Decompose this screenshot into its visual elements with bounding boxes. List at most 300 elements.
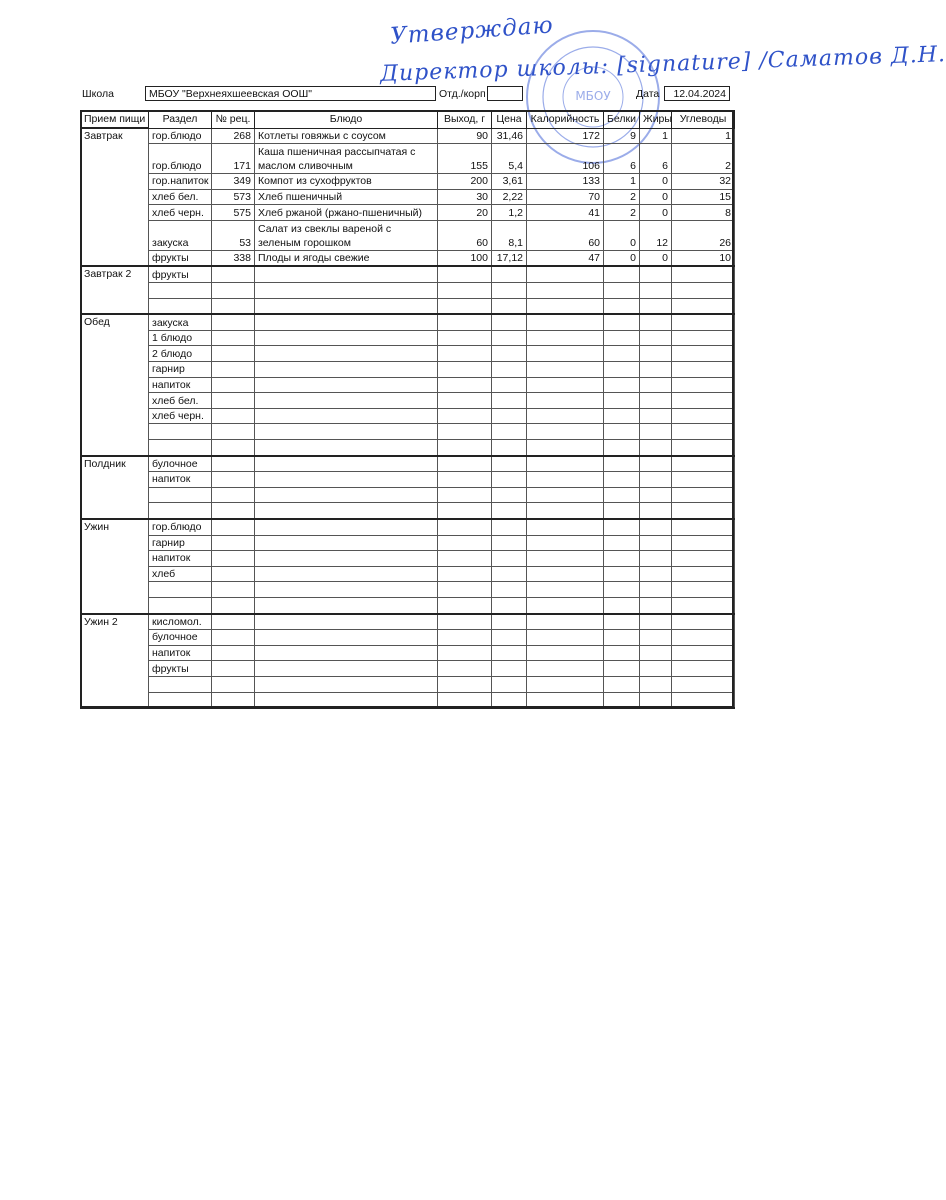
fat [640, 314, 672, 330]
table-row [81, 566, 735, 582]
calories [527, 487, 604, 503]
section-name: закуска [149, 314, 212, 330]
price [492, 266, 527, 282]
dept-field [487, 86, 523, 101]
protein [604, 519, 640, 535]
price: 3,61 [492, 174, 527, 190]
col-meal: Прием пищи [81, 111, 149, 129]
fat [640, 535, 672, 551]
protein [604, 266, 640, 282]
recipe-number [212, 551, 255, 567]
section-name: хлеб бел. [149, 393, 212, 409]
recipe-number [212, 330, 255, 346]
yield-grams: 155 [438, 144, 492, 174]
date-field: 12.04.2024 [664, 86, 730, 101]
yield-grams [438, 393, 492, 409]
recipe-number [212, 283, 255, 299]
col-dish: Блюдо [255, 111, 438, 129]
calories [527, 645, 604, 661]
protein [604, 692, 640, 708]
fat [640, 614, 672, 630]
table-row [81, 346, 735, 362]
section-name [149, 582, 212, 598]
dish-name [255, 519, 438, 535]
section-name [149, 692, 212, 708]
calories: 133 [527, 174, 604, 190]
fat [640, 582, 672, 598]
carbs [672, 298, 735, 314]
protein [604, 314, 640, 330]
price [492, 535, 527, 551]
meal-name: Завтрак 2 [81, 266, 149, 314]
calories: 41 [527, 205, 604, 221]
protein: 2 [604, 189, 640, 205]
price [492, 519, 527, 535]
carbs [672, 408, 735, 424]
section-name [149, 503, 212, 519]
fat [640, 424, 672, 440]
section-name: хлеб бел. [149, 189, 212, 205]
table-row [81, 220, 735, 250]
protein: 2 [604, 205, 640, 221]
fat: 0 [640, 205, 672, 221]
yield-grams [438, 582, 492, 598]
protein [604, 346, 640, 362]
fat [640, 346, 672, 362]
section-name [149, 597, 212, 613]
meal-name: Ужин 2 [81, 614, 149, 709]
section-name: гарнир [149, 362, 212, 378]
section-name [149, 440, 212, 456]
calories [527, 330, 604, 346]
section-name: кисломол. [149, 614, 212, 630]
recipe-number [212, 661, 255, 677]
section-name [149, 298, 212, 314]
yield-grams [438, 298, 492, 314]
dish-name [255, 503, 438, 519]
fat: 1 [640, 128, 672, 144]
recipe-number: 573 [212, 189, 255, 205]
section-name: напиток [149, 645, 212, 661]
price [492, 630, 527, 646]
fat [640, 362, 672, 378]
recipe-number [212, 440, 255, 456]
protein [604, 472, 640, 488]
protein [604, 408, 640, 424]
calories [527, 535, 604, 551]
protein [604, 298, 640, 314]
col-recipe: № рец. [212, 111, 255, 129]
calories [527, 377, 604, 393]
yield-grams [438, 566, 492, 582]
calories: 106 [527, 144, 604, 174]
price [492, 456, 527, 472]
carbs [672, 346, 735, 362]
recipe-number [212, 582, 255, 598]
dish-name [255, 597, 438, 613]
dish-name [255, 630, 438, 646]
dish-name [255, 283, 438, 299]
calories [527, 661, 604, 677]
dish-name [255, 298, 438, 314]
yield-grams [438, 676, 492, 692]
price [492, 362, 527, 378]
yield-grams [438, 330, 492, 346]
protein [604, 424, 640, 440]
calories [527, 424, 604, 440]
section-name: 1 блюдо [149, 330, 212, 346]
fat: 0 [640, 189, 672, 205]
recipe-number [212, 377, 255, 393]
col-price: Цена [492, 111, 527, 129]
price [492, 440, 527, 456]
dish-name: Котлеты говяжьи с соусом [255, 128, 438, 144]
fat [640, 630, 672, 646]
price: 8,1 [492, 220, 527, 250]
carbs: 10 [672, 250, 735, 266]
price [492, 298, 527, 314]
dept-label: Отд./корп [439, 88, 486, 100]
dish-name [255, 614, 438, 630]
section-name: фрукты [149, 266, 212, 282]
section-name: 2 блюдо [149, 346, 212, 362]
price [492, 661, 527, 677]
table-row [81, 661, 735, 677]
calories [527, 472, 604, 488]
price [492, 676, 527, 692]
protein [604, 503, 640, 519]
carbs [672, 535, 735, 551]
recipe-number [212, 597, 255, 613]
protein [604, 456, 640, 472]
carbs [672, 472, 735, 488]
calories [527, 362, 604, 378]
table-row [81, 377, 735, 393]
meal-name: Ужин [81, 519, 149, 614]
dish-name [255, 456, 438, 472]
meal-name: Завтрак [81, 128, 149, 266]
recipe-number [212, 614, 255, 630]
col-fat: Жиры [640, 111, 672, 129]
table-row [81, 298, 735, 314]
table-row [81, 630, 735, 646]
col-protein: Белки [604, 111, 640, 129]
section-name: гор.блюдо [149, 128, 212, 144]
calories [527, 503, 604, 519]
calories [527, 519, 604, 535]
price [492, 314, 527, 330]
price [492, 283, 527, 299]
recipe-number: 171 [212, 144, 255, 174]
yield-grams [438, 424, 492, 440]
carbs [672, 456, 735, 472]
dish-name [255, 487, 438, 503]
calories: 70 [527, 189, 604, 205]
calories [527, 440, 604, 456]
protein: 9 [604, 128, 640, 144]
fat [640, 266, 672, 282]
price: 2,22 [492, 189, 527, 205]
price [492, 377, 527, 393]
fat: 12 [640, 220, 672, 250]
calories [527, 346, 604, 362]
fat [640, 472, 672, 488]
yield-grams [438, 614, 492, 630]
recipe-number [212, 298, 255, 314]
price: 17,12 [492, 250, 527, 266]
table-row [81, 314, 735, 330]
section-name: напиток [149, 472, 212, 488]
carbs [672, 283, 735, 299]
table-row [81, 487, 735, 503]
col-yield: Выход, г [438, 111, 492, 129]
carbs [672, 519, 735, 535]
table-row [81, 676, 735, 692]
calories [527, 314, 604, 330]
fat [640, 393, 672, 409]
recipe-number: 268 [212, 128, 255, 144]
recipe-number [212, 630, 255, 646]
yield-grams: 90 [438, 128, 492, 144]
protein [604, 582, 640, 598]
section-name: гор.блюдо [149, 144, 212, 174]
price [492, 487, 527, 503]
yield-grams: 200 [438, 174, 492, 190]
yield-grams [438, 551, 492, 567]
yield-grams: 60 [438, 220, 492, 250]
dish-name [255, 645, 438, 661]
carbs [672, 362, 735, 378]
table-row [81, 250, 735, 266]
protein: 1 [604, 174, 640, 190]
recipe-number [212, 503, 255, 519]
recipe-number [212, 645, 255, 661]
fat [640, 661, 672, 677]
calories [527, 456, 604, 472]
dish-name [255, 266, 438, 282]
meal-name: Полдник [81, 456, 149, 519]
section-name: фрукты [149, 661, 212, 677]
dish-name [255, 408, 438, 424]
col-kcal: Калорийность [527, 111, 604, 129]
table-row [81, 614, 735, 630]
table-row [81, 128, 735, 144]
section-name: гор.напиток [149, 174, 212, 190]
dish-name: Хлеб ржаной (ржано-пшеничный) [255, 205, 438, 221]
protein: 0 [604, 250, 640, 266]
school-label: Школа [82, 88, 114, 100]
section-name [149, 487, 212, 503]
calories [527, 692, 604, 708]
fat [640, 551, 672, 567]
protein [604, 676, 640, 692]
carbs [672, 393, 735, 409]
section-name: хлеб черн. [149, 205, 212, 221]
calories: 60 [527, 220, 604, 250]
protein [604, 614, 640, 630]
price [492, 472, 527, 488]
carbs [672, 597, 735, 613]
carbs [672, 614, 735, 630]
col-carbs: Углеводы [672, 111, 735, 129]
recipe-number: 53 [212, 220, 255, 250]
stamp-text: МБОУ [575, 89, 611, 103]
dish-name [255, 582, 438, 598]
carbs [672, 630, 735, 646]
section-name: закуска [149, 220, 212, 250]
dish-name: Плоды и ягоды свежие [255, 250, 438, 266]
dish-name [255, 535, 438, 551]
section-name [149, 676, 212, 692]
protein [604, 566, 640, 582]
carbs [672, 314, 735, 330]
yield-grams [438, 692, 492, 708]
yield-grams [438, 283, 492, 299]
dish-name [255, 661, 438, 677]
table-row [81, 144, 735, 174]
carbs [672, 440, 735, 456]
table-row [81, 519, 735, 535]
calories [527, 298, 604, 314]
protein [604, 283, 640, 299]
calories [527, 676, 604, 692]
dish-name: Хлеб пшеничный [255, 189, 438, 205]
dish-name: Салат из свеклы вареной с зеленым горошком [255, 220, 438, 250]
fat [640, 566, 672, 582]
carbs: 26 [672, 220, 735, 250]
yield-grams [438, 456, 492, 472]
dish-name [255, 551, 438, 567]
yield-grams [438, 645, 492, 661]
protein [604, 551, 640, 567]
section-name: напиток [149, 551, 212, 567]
yield-grams [438, 503, 492, 519]
table-row [81, 503, 735, 519]
section-name: булочное [149, 456, 212, 472]
protein [604, 661, 640, 677]
table-row [81, 189, 735, 205]
calories [527, 551, 604, 567]
protein [604, 440, 640, 456]
price [492, 614, 527, 630]
fat: 6 [640, 144, 672, 174]
price [492, 424, 527, 440]
table-row [81, 597, 735, 613]
calories [527, 597, 604, 613]
calories [527, 266, 604, 282]
table-row [81, 393, 735, 409]
recipe-number: 575 [212, 205, 255, 221]
date-label: Дата [636, 88, 660, 100]
carbs [672, 487, 735, 503]
calories [527, 283, 604, 299]
recipe-number [212, 487, 255, 503]
protein: 0 [604, 220, 640, 250]
carbs [672, 330, 735, 346]
price: 31,46 [492, 128, 527, 144]
carbs: 32 [672, 174, 735, 190]
protein: 6 [604, 144, 640, 174]
dish-name [255, 676, 438, 692]
section-name: напиток [149, 377, 212, 393]
fat [640, 330, 672, 346]
table-row [81, 205, 735, 221]
recipe-number [212, 472, 255, 488]
carbs [672, 266, 735, 282]
fat [640, 408, 672, 424]
carbs: 1 [672, 128, 735, 144]
table-row [81, 174, 735, 190]
carbs [672, 503, 735, 519]
yield-grams: 20 [438, 205, 492, 221]
yield-grams [438, 535, 492, 551]
yield-grams [438, 661, 492, 677]
recipe-number [212, 408, 255, 424]
yield-grams [438, 472, 492, 488]
fat [640, 676, 672, 692]
fat [640, 456, 672, 472]
fat [640, 440, 672, 456]
recipe-number [212, 456, 255, 472]
yield-grams [438, 597, 492, 613]
section-name: гор.блюдо [149, 519, 212, 535]
carbs: 2 [672, 144, 735, 174]
table-row [81, 582, 735, 598]
dish-name [255, 566, 438, 582]
dish-name [255, 346, 438, 362]
table-row [81, 692, 735, 708]
fat [640, 503, 672, 519]
price [492, 645, 527, 661]
carbs [672, 676, 735, 692]
yield-grams [438, 362, 492, 378]
col-section: Раздел [149, 111, 212, 129]
table-row [81, 456, 735, 472]
dish-name [255, 393, 438, 409]
calories [527, 393, 604, 409]
fat [640, 597, 672, 613]
protein [604, 393, 640, 409]
recipe-number [212, 314, 255, 330]
recipe-number [212, 424, 255, 440]
section-name [149, 424, 212, 440]
recipe-number: 338 [212, 250, 255, 266]
price [492, 330, 527, 346]
calories [527, 582, 604, 598]
calories [527, 614, 604, 630]
table-row [81, 362, 735, 378]
price: 5,4 [492, 144, 527, 174]
calories [527, 408, 604, 424]
table-row [81, 266, 735, 282]
fat [640, 298, 672, 314]
carbs [672, 377, 735, 393]
protein [604, 645, 640, 661]
protein [604, 362, 640, 378]
dish-name [255, 424, 438, 440]
fat: 0 [640, 250, 672, 266]
price: 1,2 [492, 205, 527, 221]
dish-name [255, 362, 438, 378]
recipe-number [212, 519, 255, 535]
table-row [81, 551, 735, 567]
yield-grams [438, 377, 492, 393]
yield-grams: 30 [438, 189, 492, 205]
yield-grams [438, 630, 492, 646]
recipe-number [212, 566, 255, 582]
dish-name: Каша пшеничная рассыпчатая с маслом сливочным [255, 144, 438, 174]
fat [640, 519, 672, 535]
